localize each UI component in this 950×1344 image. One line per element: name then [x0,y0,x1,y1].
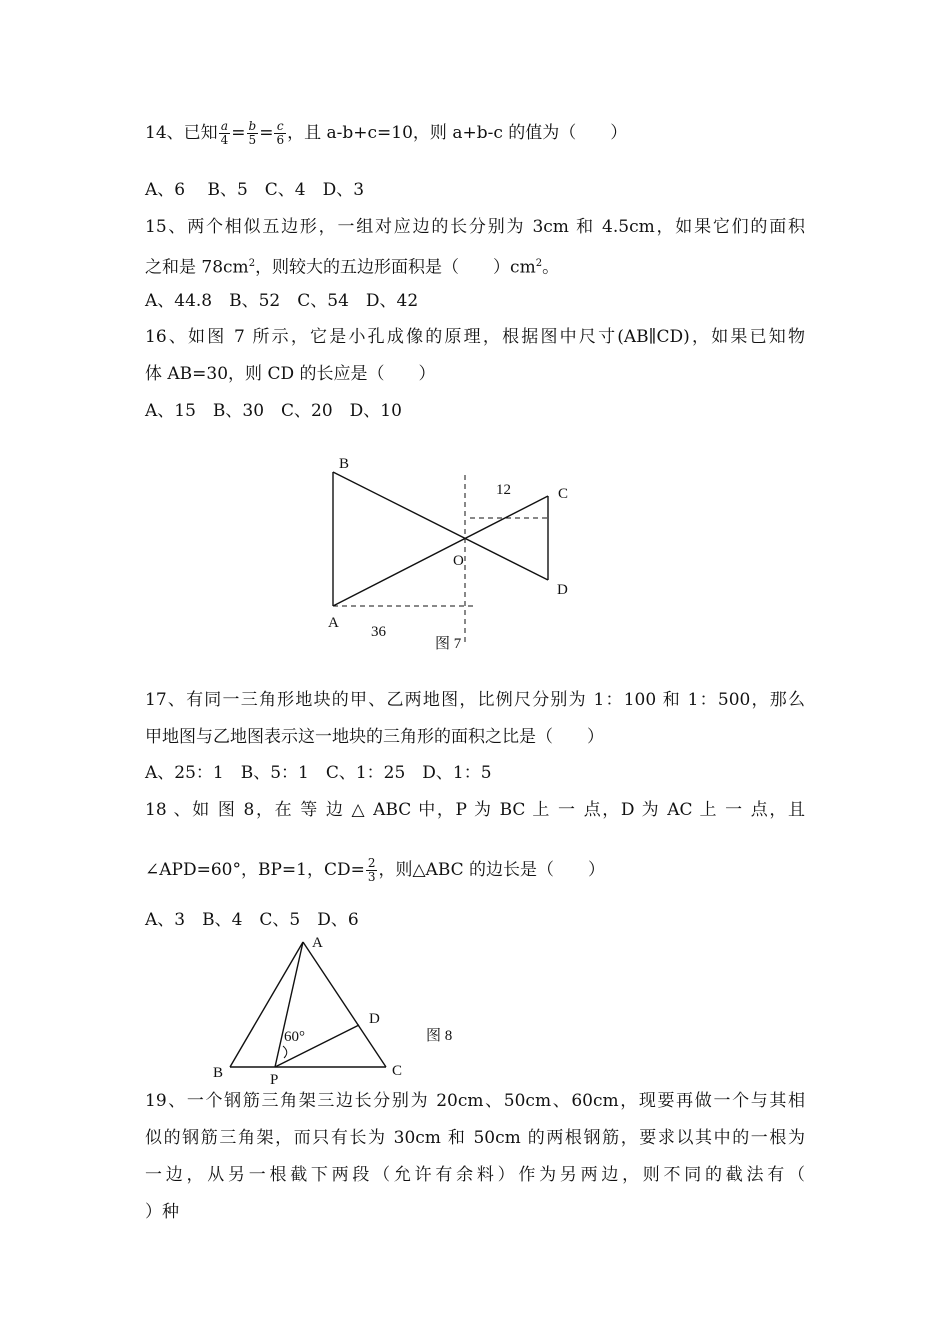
q14-options: A、6 B、5 C、4 D、3 [145,180,365,200]
label-B: B [213,1065,224,1081]
figure-8-caption: 图 8 [426,1028,453,1044]
q15-line1: 15、两个相似五边形，一组对应边的长分别为 3cm 和 4.5cm，如果它们的面积 [145,217,805,237]
q17-options: A、25：1 B、5：1 C、1：25 D、1：5 [145,763,492,783]
label-P: P [270,1072,279,1088]
q18-options: A、3 B、4 C、5 D、6 [145,910,359,930]
fraction-c-over-6: $\frac{c}{6}$ [276,119,285,147]
dim-36: 36 [371,624,386,640]
q18-line2: ∠APD=60°，BP=1，CD= $\frac{2}{3}$ ，则△ABC 的边长是（ ） [145,856,606,884]
q19-line2: 似的钢筋三角架，而只有长为 30cm 和 50cm 的两根钢筋，要求以其中的一根为 [145,1128,805,1148]
figure-7-caption: 图 7 [435,636,462,652]
fraction-a-over-4: $\frac{a}{4}$ [220,119,229,147]
label-A: A [312,935,323,951]
label-C: C [392,1063,403,1079]
dim-12: 12 [496,482,511,498]
q17-line1: 17、有同一三角形地块的甲、乙两地图，比例尺分别为 1：100 和 1：500，那么 [145,690,805,710]
label-O: O [453,553,464,569]
q19-line1: 19、一个钢筋三角架三边长分别为 20cm、50cm、60cm，现要再做一个与其相 [145,1091,805,1111]
q16-options: A、15 B、30 C、20 D、10 [145,401,402,421]
q15-line2: 之和是 $78cm^2$，则较大的五边形面积是（ ）$cm^2$。 [145,257,560,278]
fraction-2-over-3: $\frac{2}{3}$ [367,856,376,884]
label-D: D [557,582,568,598]
q18-line1: 18 、如 图 8，在 等 边 △ ABC 中，P 为 BC 上 一 点，D 为 AC 上 一 点，且 [145,800,805,820]
segment-AC [303,942,386,1067]
fraction-b-over-5: $\frac{b}{5}$ [248,119,257,147]
label-C: C [558,486,569,502]
q16-line2: 体 AB=30，则 CD 的长应是（ ） [145,364,436,384]
q17-line2: 甲地图与乙地图表示这一地块的三角形的面积之比是（ ） [145,727,604,747]
segment-AB [230,942,303,1067]
q15-options: A、44.8 B、52 C、54 D、42 [145,291,419,311]
q19-line3: 一边，从另一根截下两段（允许有余料）作为另两边，则不同的截法有（ [145,1165,805,1185]
q14-stem: 14、已知 $\frac{a}{4}$ = $\frac{b}{5}$ = $\frac{c}{6}$ ，且 a-b+c=10，则 a+b-c 的值为（ ） [145,119,628,147]
angle-label: 60° [284,1029,305,1045]
label-A: A [328,615,339,631]
label-D: D [369,1011,380,1027]
q19-line4: ）种 [145,1202,179,1222]
angle-arc [283,1046,287,1058]
q16-line1: 16、如图 7 所示，它是小孔成像的原理，根据图中尺寸(AB∥CD)，如果已知物 [145,327,805,347]
segment-AP [275,942,303,1067]
label-B: B [339,456,350,472]
